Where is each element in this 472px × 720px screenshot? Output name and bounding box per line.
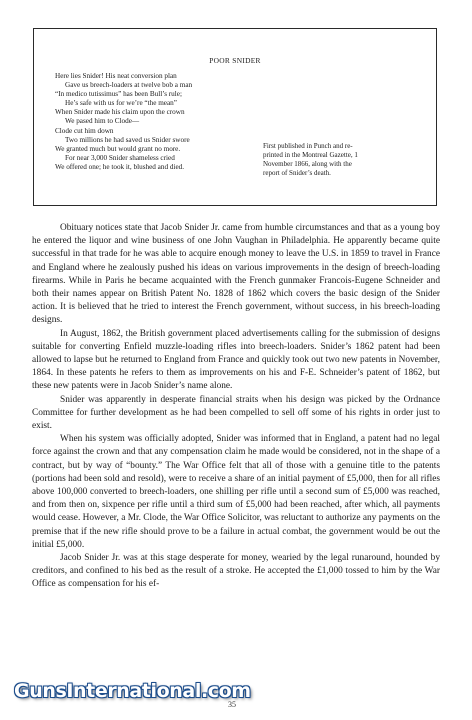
body-paragraph: In August, 1862, the British government placed advertisements calling for the submission of designs suitable for converting Enfield muzzle-loading rifles into breech-loaders. Snider’s 1862 patent had been allowed to lapse but he returned to England from France and quickly took out two new patents in November, 1864. In these patents he refers to them as improvements on his and F-E. Schneider’s patent of 1862, but these new patents were in Jacob Snider’s name alone. — [32, 328, 440, 392]
poem-line: We offered one; he took it, blushed and died. — [55, 162, 185, 171]
body-paragraph: Snider was apparently in desperate financial straits when his design was picked by the Ordnance Committee for further development as he had been compelled to sell off some of his rights in order just to exist. — [32, 394, 440, 432]
poem-verse — [55, 72, 285, 172]
article-body — [32, 222, 440, 592]
poem-line: Clode cut him down — [55, 126, 114, 135]
poem-line: Two millions he had saved us Snider swore — [65, 135, 190, 144]
source-note-line: November 1866, along with the — [263, 160, 352, 168]
poem-source-note — [263, 142, 431, 178]
poem-line: He’s safe with us for we’re “the mean” — [65, 99, 177, 108]
watermark-logo — [0, 676, 472, 720]
source-note-line: printed in the Montreal Gazette, 1 — [263, 151, 358, 159]
poem-line: We granted much but would grant no more. — [55, 144, 181, 153]
poem-line: “In medico tutissimus” has been Bull’s rule; — [55, 90, 182, 99]
source-note-line: First published in Punch and re- — [263, 142, 353, 150]
body-paragraph: Obituary notices state that Jacob Snider Jr. came from humble circumstances and that as a young boy he entered the liquor and wine business of one John Vaughan in Philadelphia. He apparently became quite successful in that trade for he was able to acquire enough money to leave the U.S. in 1859 to travel in France and England where he zealously pushed his ideas on various improvements in the design of breech-loading firearms. While in Paris he became acquainted with the French gunmaker Francois-Eugene Schneider and both their names appear on British Patent No. 1828 of 1862 which covers the basic design of the Snider action. It is believed that he tried to interest the French government, without success, in his breech-loading designs. — [32, 223, 440, 326]
poem-line: Here lies Snider! His neat conversion plan — [55, 72, 177, 80]
source-note-line: report of Snider’s death. — [263, 169, 331, 177]
poem-line: When Snider made his claim upon the crown — [55, 108, 185, 117]
poem-box — [33, 28, 437, 206]
poem-line: Gave us breech-loaders at twelve bob a man — [65, 81, 193, 90]
poem-title: POOR SNIDER — [209, 56, 261, 65]
watermark-text: GunsInternational.com — [14, 680, 251, 702]
body-paragraph: Jacob Snider Jr. was at this stage desperate for money, wearied by the legal runaround, hounded by creditors, and confined to his bed as the result of a stroke. He accepted the £1,000 tossed to him by the War Office as compensation for his ef- — [32, 553, 440, 590]
poem-line: For near 3,000 Snider shameless cried — [65, 153, 175, 162]
poem-line: We pased him to Clode— — [65, 117, 140, 126]
page-number: 35 — [228, 700, 236, 709]
body-paragraph: When his system was officially adopted, Snider was informed that in England, a patent had no legal force against the crown and that any compensation claim he made would be considered, not in the shape of a contract, but by way of “bounty.” The War Office felt that all of those with a genuine title to the patents (portions had been sold and resold), were to receive a share of an initial payment of £5,000, then for all rifles above 100,000 converted to breech-loaders, one shilling per rifle until a second sum of £5,000 was reached, and from then on, sixpence per rifle until a third sum of £5,000 had been reached, after which, all payments would cease. However, a Mr. Clode, the War Office Solicitor, was reluctant to authorize any payments on the premise that if the new rifle should prove to be a failure in actual combat, the government would be out the initial £5,000. — [32, 434, 440, 550]
